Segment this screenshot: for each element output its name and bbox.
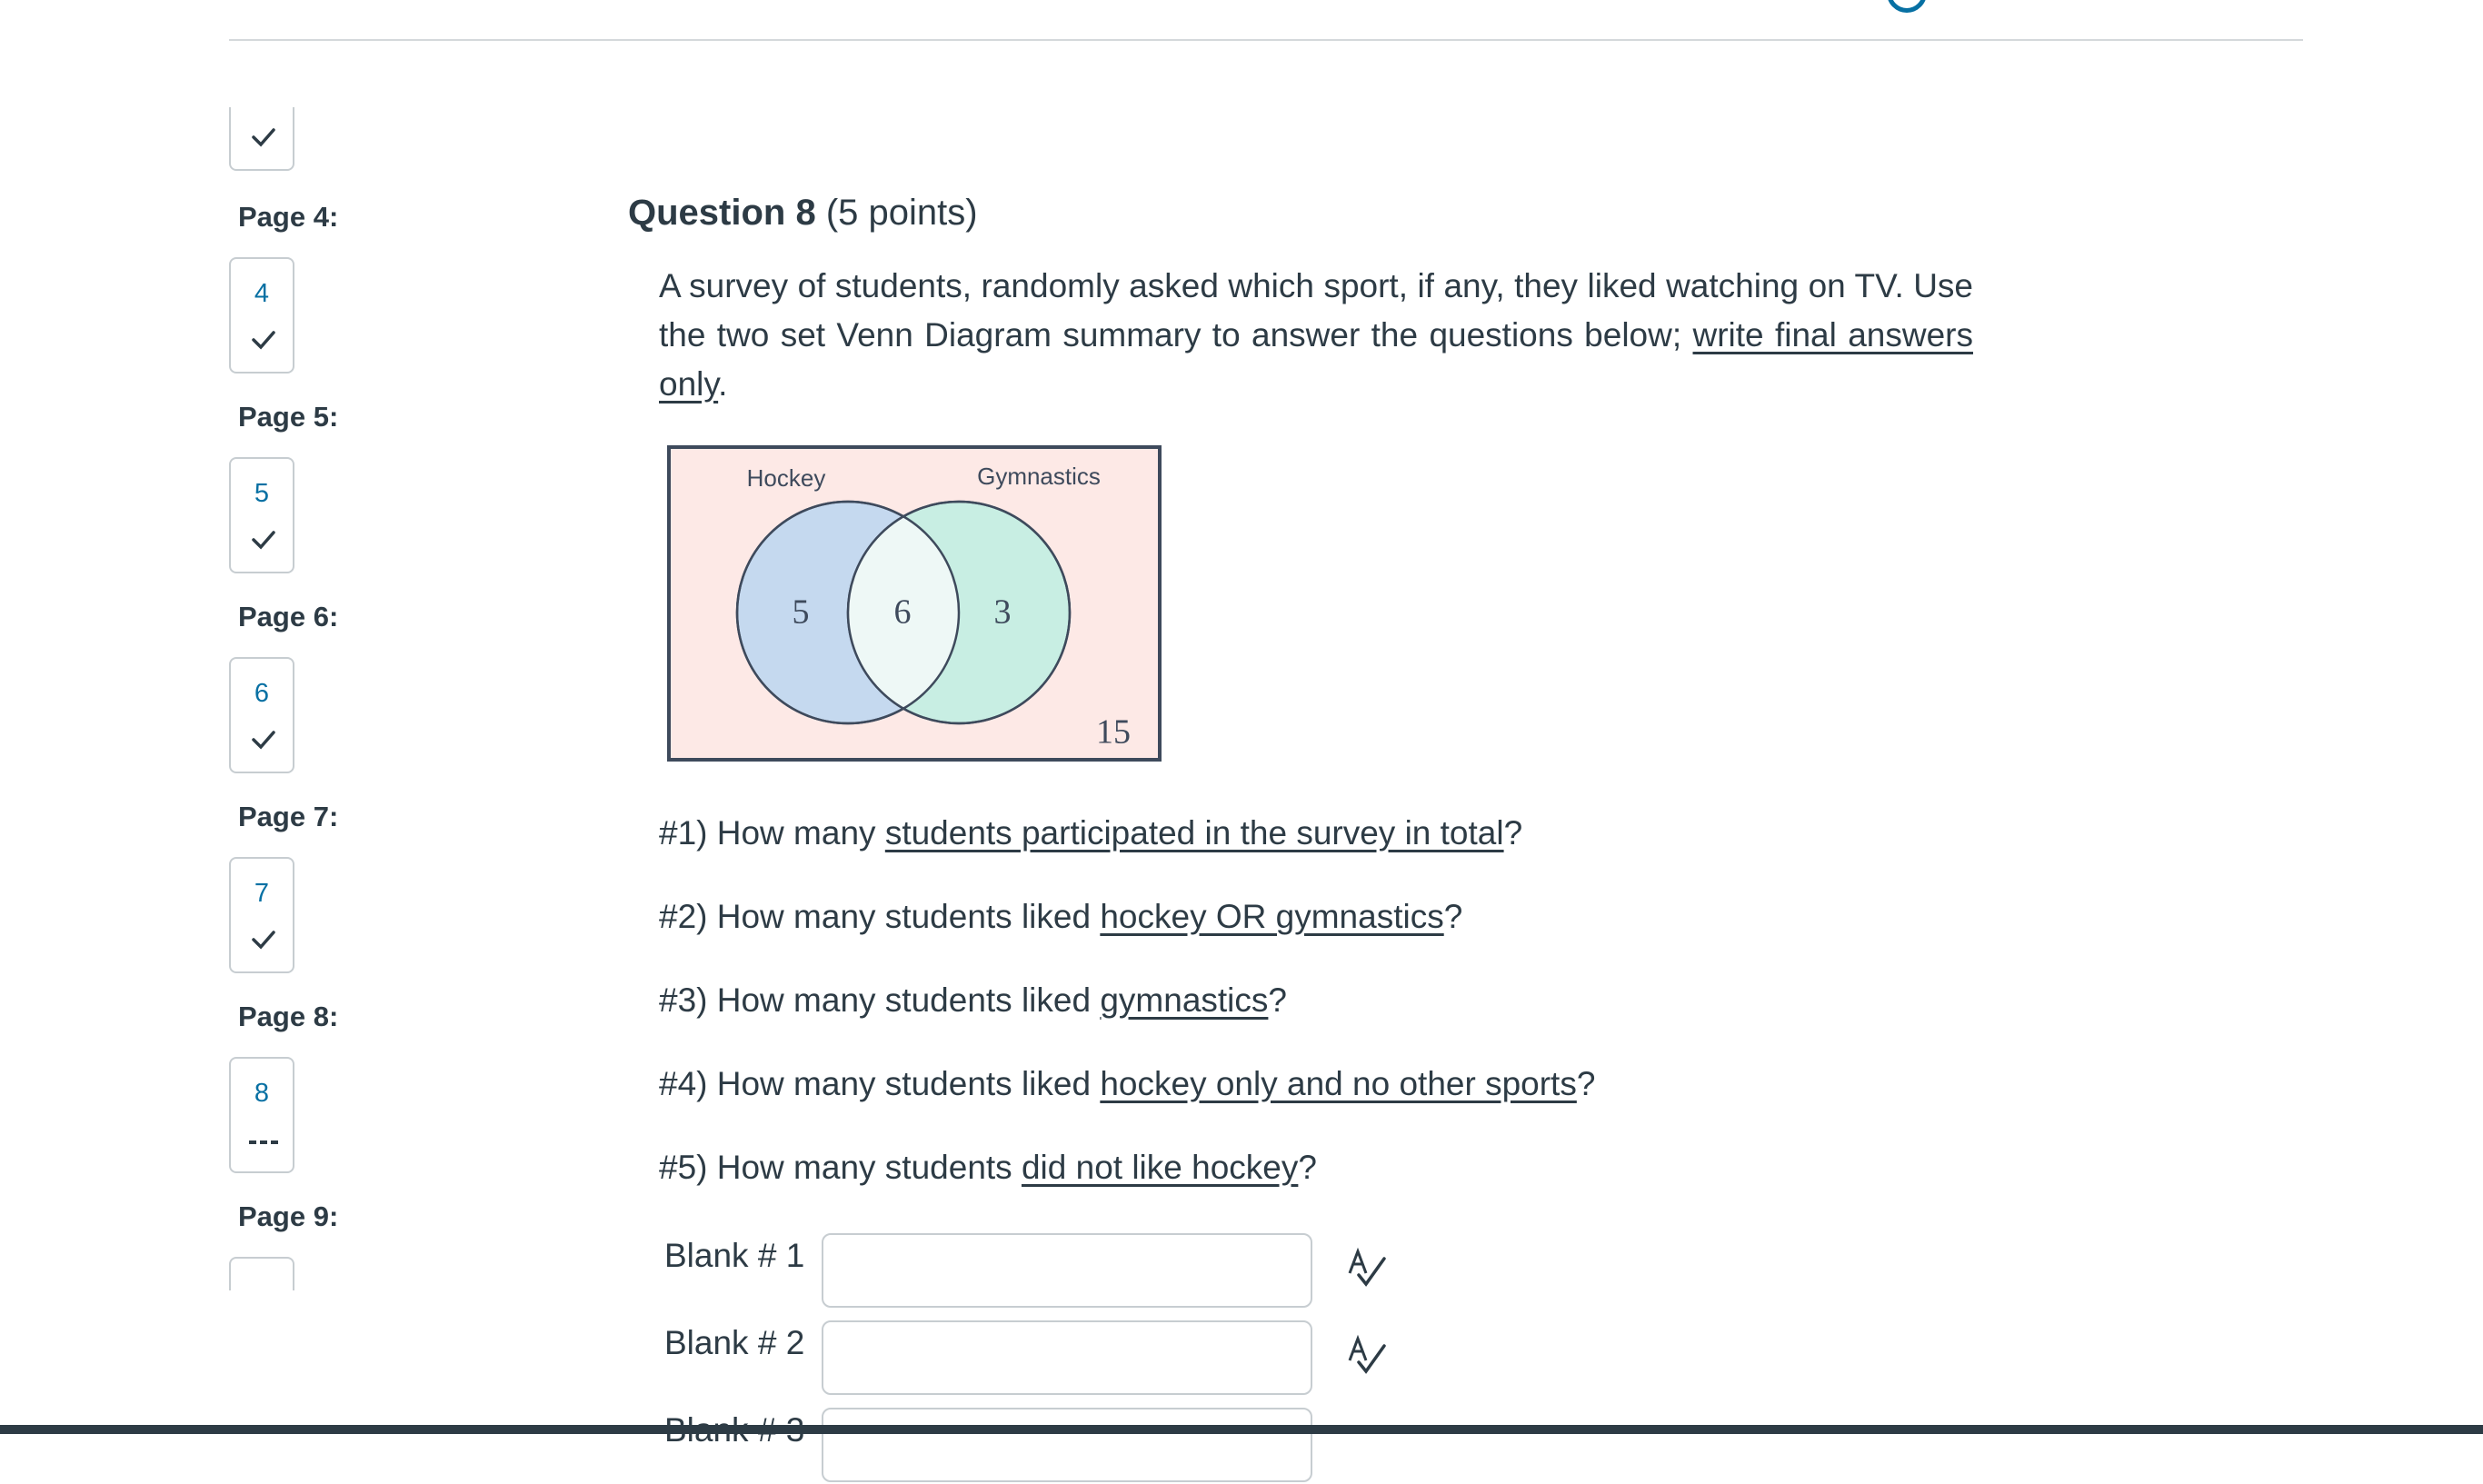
sub-question-text: #2) How many students liked [659,898,1101,935]
check-icon [250,125,277,149]
check-icon [250,728,277,752]
venn-value-neither: 15 [1096,712,1131,752]
venn-label-gymnastics: Gymnastics [977,463,1101,490]
sub-question [659,814,1522,852]
sub-question [659,1065,1595,1103]
check-icon [250,328,277,352]
page-number: 4 [254,279,270,308]
sub-question-text: #5) How many students [659,1149,1022,1186]
page-label: Page 6: [238,601,339,632]
page-7-button[interactable] [229,857,294,973]
question-text-end: . [718,365,728,403]
page-4-button[interactable] [229,257,294,373]
sub-question-mark: ? [1443,898,1463,935]
venn-value-gymnastics-only: 3 [993,593,1012,632]
spellcheck-icon[interactable] [1346,1333,1388,1377]
page-label: Page 5: [238,401,339,433]
page-label: Page 8: [238,1001,339,1032]
spellcheck-icon[interactable] [1346,1246,1388,1290]
sub-question-mark: ? [1298,1149,1317,1186]
sub-question-emphasis: hockey OR gymnastics [1100,898,1444,935]
sub-question-mark: ? [1576,1065,1596,1102]
check-icon [250,928,277,951]
sub-question [659,898,1462,936]
sub-question [659,981,1287,1020]
sub-question-mark: ? [1268,981,1287,1019]
unanswered-dash-icon [249,1140,278,1148]
page-navigator [229,107,502,1290]
page-number: 8 [254,1079,270,1108]
question-text [659,262,1973,409]
question-title [628,193,978,234]
venn-diagram [666,444,1164,766]
venn-value-hockey-only: 5 [792,593,810,632]
question-number: Question 8 [628,193,816,233]
page-label: Page 9: [238,1200,339,1232]
venn-value-both: 6 [893,593,912,632]
sub-question [659,1149,1317,1187]
page-label: Page 4: [238,201,339,233]
question-points: (5 points) [825,193,978,233]
sub-question-text: #4) How many students liked [659,1065,1101,1102]
page-label: Page 7: [238,801,339,832]
sub-question-emphasis: hockey only and no other sports [1100,1065,1577,1102]
page-number: 5 [254,479,270,508]
page-number: 6 [254,679,270,708]
page-number: 7 [254,879,270,908]
page-6-button[interactable] [229,657,294,773]
blank-label: Blank # 2 [664,1324,805,1361]
page-5-button[interactable] [229,457,294,573]
header-divider [229,39,2303,41]
question-text-emphasis: write final answers only [659,316,1973,403]
sub-question-text: #3) How many students liked [659,981,1101,1019]
sub-question-emphasis: did not like hockey [1021,1149,1299,1186]
progress-ring-icon [1887,0,1927,13]
sub-question-mark: ? [1503,814,1523,852]
page-9-button[interactable] [229,1257,294,1290]
blank-1-input[interactable] [822,1233,1312,1308]
question-text-main: A survey of students, randomly asked which sport, if any, they liked watching on TV. Use the two set Venn Diagram summary to answer the questions below; [659,267,1973,354]
venn-label-hockey: Hockey [746,464,826,492]
check-icon [250,528,277,552]
blank-3-input[interactable] [822,1408,1312,1482]
blank-2-input[interactable] [822,1320,1312,1395]
sub-question-emphasis: students participated in the survey in total [884,814,1504,852]
blank-label: Blank # 1 [664,1237,805,1274]
bottom-border [0,1425,2483,1434]
page-8-button[interactable] [229,1057,294,1173]
page-3-button[interactable] [229,107,294,171]
sub-question-emphasis: gymnastics [1100,981,1269,1019]
sub-question-text: #1) How many [659,814,885,852]
